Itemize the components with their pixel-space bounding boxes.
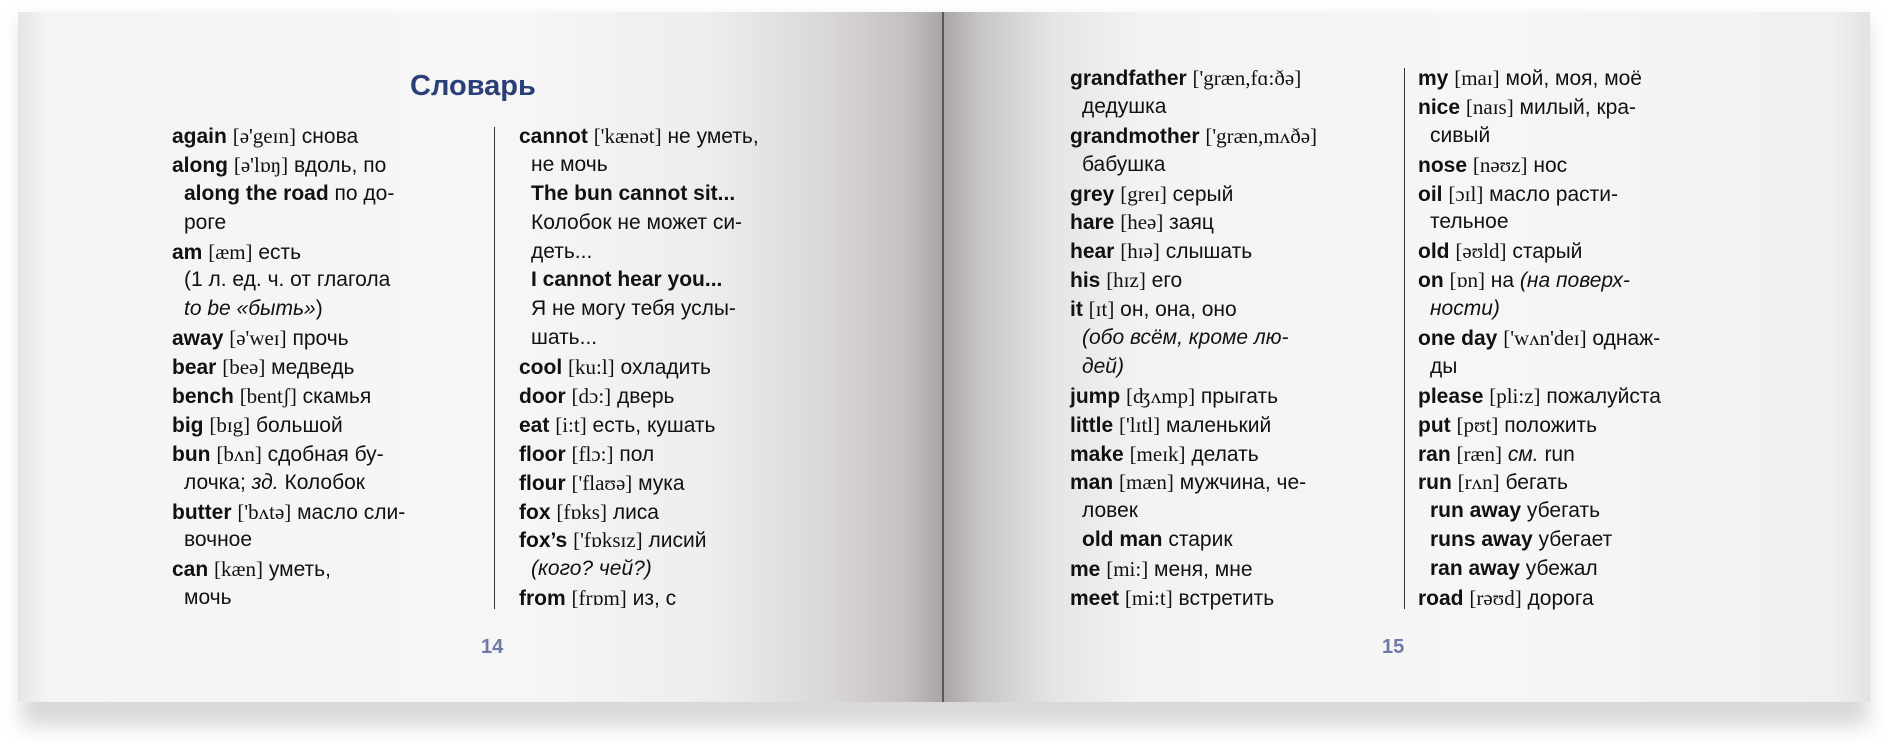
- transcription: [greɪ]: [1120, 181, 1167, 206]
- page-number-left: 14: [481, 636, 504, 658]
- italic-note: зд.: [251, 470, 279, 494]
- definition-text: сдобная бу-: [261, 442, 384, 466]
- definition-text: лиса: [606, 500, 659, 524]
- headword: run: [1418, 471, 1452, 495]
- definition-text: ): [315, 297, 323, 321]
- headword: cool: [519, 356, 563, 380]
- dictionary-line: [519, 209, 759, 238]
- headword: hare: [1070, 211, 1115, 235]
- page-number-right: 15: [1382, 636, 1405, 658]
- headword: bun: [172, 442, 211, 466]
- transcription: [ɔɪl]: [1448, 181, 1484, 206]
- dictionary-column-left-1: [172, 122, 405, 613]
- dictionary-line: [1418, 526, 1661, 555]
- headword: nose: [1418, 153, 1468, 177]
- definition-text: роге: [184, 210, 227, 234]
- definition-text: серый: [1166, 182, 1234, 206]
- transcription: [bɪg]: [209, 412, 251, 437]
- headword: me: [1070, 558, 1101, 582]
- headword: his: [1070, 269, 1101, 293]
- definition-text: слышать: [1159, 240, 1253, 264]
- headword: from: [519, 587, 566, 611]
- headword: flour: [519, 471, 566, 495]
- transcription: [pli:z]: [1489, 383, 1541, 408]
- definition-text: масло расти-: [1483, 182, 1618, 206]
- dictionary-line: [172, 440, 405, 469]
- transcription: [meɪk]: [1129, 441, 1186, 466]
- left-page: [18, 12, 943, 702]
- transcription: ['kænət]: [593, 124, 662, 148]
- italic-note: см.: [1507, 442, 1539, 466]
- transcription: ['græn,mʌðə]: [1205, 123, 1318, 148]
- definition-text: пол: [613, 442, 655, 466]
- headword: eat: [519, 413, 550, 437]
- dictionary-line: [1070, 353, 1317, 382]
- dictionary-column-right-2: [1418, 64, 1661, 613]
- dictionary-line: [172, 238, 405, 267]
- headword: The bun cannot sit...: [531, 181, 736, 205]
- transcription: [hɪz]: [1106, 268, 1146, 293]
- definition-text: встретить: [1172, 587, 1275, 611]
- dictionary-line: [172, 469, 405, 498]
- headword: floor: [519, 442, 566, 466]
- definition-text: прочь: [286, 327, 349, 351]
- italic-note: to be «быть»: [184, 297, 316, 321]
- dictionary-line: [519, 324, 759, 353]
- definition-text: на: [1484, 269, 1520, 293]
- transcription: [ʤʌmp]: [1126, 383, 1196, 408]
- definition-text: старик: [1162, 528, 1233, 552]
- dictionary-line: [1418, 497, 1661, 526]
- dictionary-line: [1418, 93, 1661, 122]
- headword: make: [1070, 442, 1124, 466]
- definition-text: он, она, оно: [1114, 298, 1237, 322]
- definition-text: тельное: [1430, 210, 1509, 234]
- dictionary-line: [1070, 180, 1317, 209]
- transcription: [nəʊz]: [1472, 152, 1528, 177]
- definition-text: дорога: [1521, 587, 1594, 611]
- transcription: [rəʊd]: [1469, 586, 1522, 611]
- definition-text: мочь: [184, 586, 232, 610]
- dictionary-line: [519, 382, 759, 411]
- italic-note: (обо всём, кроме лю-: [1082, 326, 1289, 350]
- dictionary-line: [172, 584, 405, 613]
- transcription: [rʌn]: [1457, 470, 1500, 495]
- headword: bench: [172, 385, 234, 409]
- headword: fox: [519, 500, 551, 524]
- definition-text: есть, кушать: [586, 413, 716, 437]
- definition-text: дверь: [611, 385, 675, 409]
- transcription: ['bʌtə]: [237, 499, 292, 524]
- dictionary-line: [519, 584, 759, 613]
- dictionary-line: [1070, 64, 1317, 93]
- dictionary-line: [1070, 584, 1317, 613]
- dictionary-line: [1418, 382, 1661, 411]
- definition-text: ды: [1430, 354, 1458, 378]
- dictionary-line: [1418, 353, 1661, 382]
- transcription: ['græn,fɑ:ðə]: [1192, 66, 1302, 90]
- dictionary-line: [172, 324, 405, 353]
- dictionary-line: [172, 295, 405, 324]
- transcription: [ræn]: [1456, 441, 1503, 466]
- definition-text: вдоль, по: [288, 153, 387, 177]
- dictionary-line: [1418, 440, 1661, 469]
- dictionary-line: [1418, 584, 1661, 613]
- dictionary-line: [1070, 266, 1317, 295]
- dictionary-line: [1418, 555, 1661, 584]
- headword: cannot: [519, 125, 588, 148]
- transcription: [ku:l]: [568, 355, 615, 380]
- definition-text: сивый: [1430, 123, 1491, 147]
- dictionary-line: [1418, 295, 1661, 324]
- headword: hear: [1070, 240, 1115, 264]
- dictionary-line: [172, 411, 405, 440]
- italic-note: (на поверх-: [1519, 269, 1630, 293]
- headword: away: [172, 327, 224, 351]
- dictionary-line: [519, 180, 759, 209]
- headword: on: [1418, 269, 1444, 293]
- definition-text: run: [1538, 442, 1575, 466]
- definition-text: милый, кра-: [1513, 95, 1636, 119]
- headword: door: [519, 385, 566, 409]
- headword: am: [172, 240, 203, 264]
- dictionary-line: [519, 555, 759, 584]
- transcription: [fɒks]: [556, 499, 607, 524]
- dictionary-line: [1070, 555, 1317, 584]
- dictionary-line: [1418, 468, 1661, 497]
- transcription: [maɪ]: [1454, 66, 1500, 90]
- headword: one day: [1418, 327, 1498, 351]
- definition-text: мой, моя, моё: [1499, 67, 1642, 90]
- headword: bear: [172, 356, 217, 380]
- dictionary-line: [172, 353, 405, 382]
- dictionary-line: [1070, 295, 1317, 324]
- transcription: [ɒn]: [1449, 268, 1485, 293]
- dictionary-line: [519, 122, 759, 151]
- transcription: [ə'lɒŋ]: [233, 152, 289, 177]
- definition-text: меня, мне: [1148, 558, 1253, 582]
- definition-text: снова: [295, 125, 359, 148]
- headword: ran: [1418, 442, 1451, 466]
- dictionary-line: [172, 382, 405, 411]
- headword: can: [172, 558, 209, 582]
- transcription: ['lɪtl]: [1119, 412, 1161, 437]
- headword: along: [172, 153, 228, 177]
- definition-text: убежал: [1519, 557, 1598, 581]
- headword: put: [1418, 413, 1451, 437]
- definition-text: бабушка: [1082, 152, 1166, 176]
- dictionary-line: [1070, 151, 1317, 180]
- dictionary-line: [1418, 64, 1661, 93]
- dictionary-line: [172, 180, 405, 209]
- transcription: [frɒm]: [571, 586, 627, 611]
- definition-text: лисий: [642, 529, 707, 553]
- definition-text: его: [1145, 269, 1183, 293]
- definition-text: маленький: [1160, 413, 1272, 437]
- definition-text: убегает: [1532, 528, 1613, 552]
- transcription: [heə]: [1120, 210, 1164, 235]
- definition-text: прыгать: [1195, 384, 1279, 408]
- dictionary-line: [1070, 93, 1317, 122]
- transcription: [kæn]: [214, 557, 264, 582]
- dictionary-line: [172, 151, 405, 180]
- transcription: [hɪə]: [1120, 239, 1160, 264]
- transcription: [naɪs]: [1465, 94, 1514, 119]
- dictionary-line: [519, 238, 759, 267]
- transcription: [i:t]: [555, 412, 587, 437]
- headword: oil: [1418, 182, 1443, 206]
- dictionary-line: [1070, 411, 1317, 440]
- headword: little: [1070, 413, 1114, 437]
- definition-text: убегать: [1521, 499, 1601, 523]
- dictionary-line: [172, 209, 405, 238]
- transcription: [flɔ:]: [571, 441, 614, 466]
- dictionary-line: [1070, 208, 1317, 237]
- dictionary-line: [1070, 526, 1317, 555]
- column-divider: [494, 127, 495, 609]
- definition-text: (1 л. ед. ч. от глагола: [184, 268, 391, 292]
- dictionary-line: [1418, 324, 1661, 353]
- dictionary-line: [519, 498, 759, 527]
- dictionary-line: [1070, 382, 1317, 411]
- transcription: [pʊt]: [1456, 412, 1499, 437]
- transcription: [dɔ:]: [571, 384, 612, 409]
- definition-text: бегать: [1499, 471, 1568, 495]
- dictionary-line: [519, 526, 759, 555]
- dictionary-line: [1070, 237, 1317, 266]
- headword: big: [172, 413, 204, 437]
- book-spine: [942, 12, 944, 702]
- definition-text: по до-: [328, 181, 395, 205]
- definition-text: лочка;: [184, 470, 252, 494]
- definition-text: мука: [632, 471, 685, 495]
- italic-note: ности): [1430, 297, 1500, 321]
- dictionary-line: [1070, 324, 1317, 353]
- definition-text: положить: [1498, 413, 1598, 437]
- headword: meet: [1070, 587, 1120, 611]
- headword: please: [1418, 384, 1484, 408]
- headword: road: [1418, 587, 1464, 611]
- headword: old: [1418, 240, 1450, 264]
- definition-text: пожалуйста: [1540, 384, 1661, 408]
- dictionary-column-right-1: [1070, 64, 1317, 613]
- definition-text: старый: [1506, 240, 1583, 264]
- definition-text: большой: [250, 413, 343, 437]
- transcription: [ə'weɪ]: [229, 326, 287, 351]
- transcription: [əʊld]: [1455, 239, 1507, 264]
- transcription: ['wʌn'deɪ]: [1503, 326, 1587, 351]
- headword: man: [1070, 471, 1114, 495]
- dictionary-line: [1070, 497, 1317, 526]
- dictionary-line: [1070, 440, 1317, 469]
- dictionary-line: [1418, 180, 1661, 209]
- transcription: [bʌn]: [216, 441, 262, 466]
- definition-text: деть...: [531, 239, 593, 263]
- definition-text: заяц: [1163, 211, 1214, 235]
- headword: again: [172, 125, 227, 148]
- definition-text: не мочь: [531, 152, 608, 176]
- transcription: [ə'geɪn]: [232, 124, 296, 148]
- transcription: ['fɒksɪz]: [573, 528, 643, 553]
- dictionary-line: [519, 151, 759, 180]
- headword: grandfather: [1070, 67, 1187, 90]
- definition-text: однаж-: [1586, 327, 1661, 351]
- definition-text: вочное: [184, 528, 253, 552]
- headword: run away: [1430, 499, 1522, 523]
- headword: nice: [1418, 95, 1461, 119]
- transcription: [bentʃ]: [239, 384, 297, 409]
- page-title: Словарь: [410, 70, 536, 102]
- transcription: ['flaʊə]: [571, 470, 633, 495]
- headword: grandmother: [1070, 124, 1200, 148]
- dictionary-line: [1418, 266, 1661, 295]
- dictionary-line: [1418, 151, 1661, 180]
- dictionary-line: [1418, 122, 1661, 151]
- dictionary-line: [172, 122, 405, 151]
- headword: along the road: [184, 181, 329, 205]
- transcription: [æm]: [208, 239, 253, 264]
- headword: old man: [1082, 528, 1163, 552]
- dictionary-line: [172, 266, 405, 295]
- dictionary-column-left-2: [519, 122, 759, 613]
- dictionary-line: [1418, 208, 1661, 237]
- dictionary-line: [1418, 411, 1661, 440]
- definition-text: из, с: [626, 587, 677, 611]
- definition-text: медведь: [265, 356, 355, 380]
- italic-note: дей): [1082, 354, 1124, 378]
- headword: jump: [1070, 384, 1121, 408]
- headword: runs away: [1430, 528, 1533, 552]
- definition-text: масло сли-: [291, 500, 406, 524]
- definition-text: уметь,: [263, 558, 331, 582]
- headword: fox’s: [519, 529, 568, 553]
- definition-text: нос: [1527, 153, 1568, 177]
- headword: ran away: [1430, 557, 1520, 581]
- column-divider: [1404, 68, 1405, 609]
- dictionary-line: [519, 440, 759, 469]
- definition-text: скамья: [296, 385, 372, 409]
- dictionary-line: [172, 526, 405, 555]
- dictionary-line: [172, 555, 405, 584]
- definition-text: шать...: [531, 326, 598, 350]
- definition-text: Колобок не может си-: [531, 210, 743, 234]
- transcription: [mi:]: [1106, 557, 1149, 582]
- transcription: [ɪt]: [1088, 297, 1115, 322]
- italic-note: (кого? чей?): [531, 557, 652, 581]
- dictionary-line: [519, 266, 759, 295]
- transcription: [beə]: [222, 355, 266, 380]
- definition-text: Я не могу тебя услы-: [531, 297, 736, 321]
- headword: grey: [1070, 182, 1115, 206]
- definition-text: Колобок: [278, 470, 365, 494]
- dictionary-line: [1418, 237, 1661, 266]
- dictionary-line: [519, 411, 759, 440]
- definition-text: мужчина, че-: [1173, 471, 1307, 495]
- definition-text: дедушка: [1082, 94, 1167, 118]
- dictionary-line: [1070, 468, 1317, 497]
- definition-text: не уметь,: [661, 125, 759, 148]
- dictionary-line: [519, 469, 759, 498]
- transcription: [mi:t]: [1124, 586, 1173, 611]
- headword: it: [1070, 298, 1083, 322]
- headword: I cannot hear you...: [531, 268, 723, 292]
- dictionary-line: [519, 353, 759, 382]
- dictionary-line: [1070, 122, 1317, 151]
- headword: butter: [172, 500, 232, 524]
- transcription: [mæn]: [1119, 470, 1174, 495]
- definition-text: есть: [252, 240, 302, 264]
- dictionary-line: [519, 295, 759, 324]
- definition-text: делать: [1185, 442, 1259, 466]
- definition-text: ловек: [1082, 499, 1138, 523]
- definition-text: охладить: [614, 356, 711, 380]
- headword: my: [1418, 67, 1449, 90]
- dictionary-line: [172, 498, 405, 527]
